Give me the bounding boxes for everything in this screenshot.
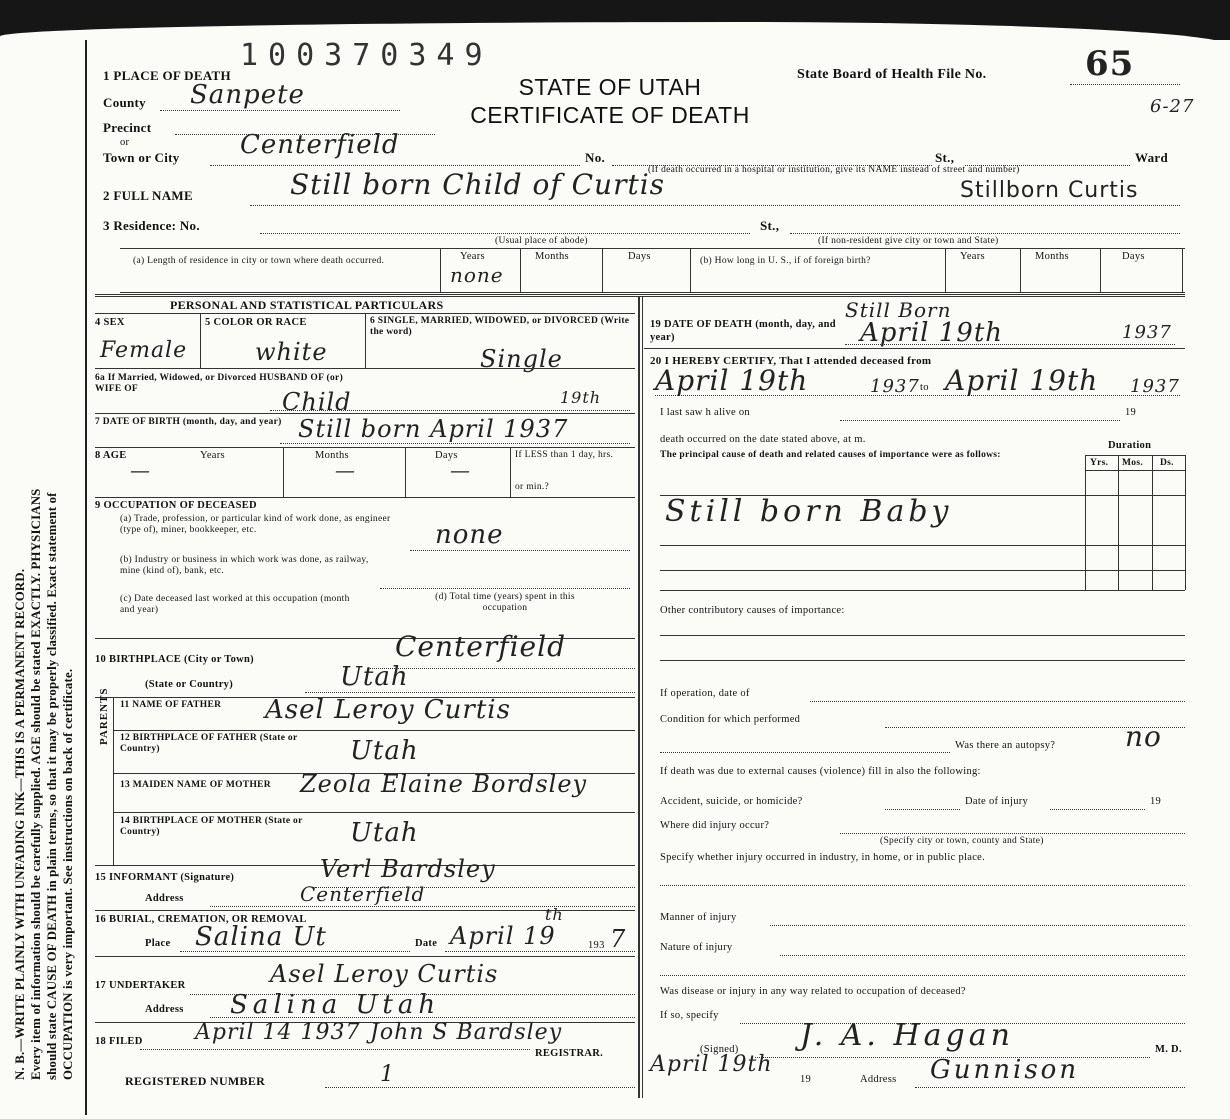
age-years-dash: —	[130, 458, 151, 482]
date-of-death-year: 1937	[1122, 322, 1172, 343]
informant-address-value: Centerfield	[300, 882, 426, 906]
side-line-3: should state CAUSE OF DEATH in plain terms, so that it may be properly classified. Exact statement of	[45, 492, 59, 1080]
burial-date-sup: th	[545, 905, 564, 924]
serial-number: 100370349	[240, 38, 493, 73]
ward-label: Ward	[1135, 150, 1168, 165]
informant-label: 15 INFORMANT (Signature)	[95, 872, 235, 883]
town-no-label: No.	[585, 150, 606, 165]
injury-where-label: Where did injury occur?	[660, 820, 770, 831]
state-label: (State or Country)	[145, 679, 234, 690]
signed-label: (Signed)	[700, 1044, 739, 1055]
dob-label: 7 DATE OF BIRTH (month, day, and year)	[95, 417, 282, 427]
filed-value: April 14 1937	[195, 1020, 361, 1045]
age-months-dash: —	[335, 458, 356, 482]
parents-side-label: PARENTS	[98, 687, 110, 745]
town-label: Town or City	[103, 150, 180, 165]
full-name-value: Still born Child of Curtis	[290, 168, 666, 201]
autopsy-label: Was there an autopsy?	[955, 740, 1056, 751]
cause-value: Still born Baby	[665, 494, 953, 529]
undertaker-value: Asel Leroy Curtis	[270, 960, 499, 988]
usual-abode-note: (Usual place of abode)	[495, 236, 588, 246]
father-value: Asel Leroy Curtis	[265, 695, 511, 725]
injury-year: 19	[1150, 796, 1162, 807]
spouse-extra: 19th	[560, 388, 602, 407]
spouse-label: 6a If Married, Widowed, or Divorced HUSBAND OF (or) WIFE OF	[95, 373, 344, 394]
certify-to-label: to	[920, 382, 929, 393]
file-note: 6-27	[1150, 96, 1195, 117]
duration-yrs: Yrs.	[1090, 458, 1109, 468]
residence-label: 3 Residence: No.	[103, 218, 200, 233]
specify-place-note: (Specify city or town, county and State)	[880, 836, 1044, 846]
nature-label: Nature of injury	[660, 942, 733, 953]
birthplace-label: 10 BIRTHPLACE (City or Town)	[95, 654, 254, 665]
certify-to-year: 1937	[1130, 376, 1180, 397]
file-number-value: 65	[1085, 44, 1135, 84]
burial-year-prefix: 193	[588, 940, 605, 951]
side-line-2: Every item of information should be carefully supplied. AGE should be stated EXACTLY. PHYSICIANS	[29, 488, 43, 1080]
sign-address-value: Gunnison	[930, 1055, 1080, 1085]
father-birthplace-label: 12 BIRTHPLACE OF FATHER (State or Country)	[120, 733, 298, 754]
color-label: 5 COLOR OR RACE	[205, 317, 307, 328]
nonresident-note: (If non-resident give city or town and State)	[818, 236, 999, 246]
date-of-death-label: 19 DATE OF DEATH (month, day, and year)	[650, 319, 836, 343]
full-name-label: 2 FULL NAME	[103, 188, 193, 203]
mother-birthplace-label: 14 BIRTHPLACE OF MOTHER (State or Country)	[120, 816, 303, 837]
occupation-d: (d) Total time (years) spent in this occupation	[435, 592, 575, 613]
dob-value: Still born April 1937	[298, 415, 569, 443]
residence-length-label: (a) Length of residence in city or town where death occurred.	[133, 256, 385, 266]
burial-year-suffix: 7	[610, 925, 627, 953]
occupation-a: (a) Trade, profession, or particular kind of work done, as engineer (type of), miner, bookkeeper, etc.	[120, 514, 391, 535]
burial-place-value: Salina Ut	[195, 922, 327, 952]
autopsy-value: no	[1125, 720, 1162, 753]
age-days-label: Days	[435, 450, 458, 461]
manner-label: Manner of injury	[660, 912, 737, 923]
precinct-label: Precinct	[103, 120, 152, 135]
occupation-c: (c) Date deceased last worked at this occupation (month and year)	[120, 594, 350, 615]
file-number-label: State Board of Health File No.	[797, 67, 987, 82]
other-causes-label: Other contributory causes of importance:	[660, 605, 845, 616]
death-occurred-label: death occurred on the date stated above, at m.	[660, 434, 866, 445]
registered-number-value: 1	[380, 1062, 395, 1087]
occupation-related-label: Was disease or injury in any way related to occupation of deceased?	[660, 986, 966, 997]
informant-address-label: Address	[145, 893, 184, 904]
operation-label: If operation, date of	[660, 688, 750, 699]
occupation-value: none	[435, 520, 504, 550]
specify-industry-label: Specify whether injury occurred in industry, in home, or in public place.	[660, 852, 986, 863]
mother-label: 13 MAIDEN NAME OF MOTHER	[120, 780, 271, 790]
res-years-value: none	[450, 263, 504, 287]
town-st-label: St.,	[935, 150, 955, 165]
signed-value: J. A. Hagan	[800, 1018, 1014, 1053]
age-less-label: If LESS than 1 day, hrs.	[515, 450, 614, 460]
sex-label: 4 SEX	[95, 317, 125, 328]
mother-value: Zeola Elaine Bordsley	[300, 770, 588, 798]
side-instructions-text	[12, 20, 76, 1080]
burial-date-label: Date	[415, 938, 438, 949]
color-value: white	[255, 338, 328, 366]
sign-date-value: April 19th	[650, 1052, 773, 1077]
age-months-label: Months	[315, 450, 349, 461]
certify-label: 20 I HEREBY CERTIFY, That I attended deceased from	[650, 355, 932, 367]
res-days-label: Days	[628, 251, 651, 262]
us-days-label: Days	[1122, 251, 1145, 262]
injury-date-label: Date of injury	[965, 796, 1029, 807]
us-months-label: Months	[1035, 251, 1069, 262]
sign-address-label: Address	[860, 1074, 897, 1085]
sex-value: Female	[100, 338, 188, 363]
father-label: 11 NAME OF FATHER	[120, 700, 222, 710]
certify-from-year: 1937	[870, 376, 920, 397]
undertaker-address-label: Address	[145, 1004, 184, 1015]
marital-value: Single	[480, 345, 563, 373]
undertaker-label: 17 UNDERTAKER	[95, 980, 186, 991]
registrar-value: John S Bardsley	[370, 1020, 563, 1045]
county-label: County	[103, 95, 146, 110]
mother-birthplace-value: Utah	[350, 818, 419, 848]
last-saw-year: 19	[1125, 407, 1137, 418]
md-label: M. D.	[1155, 1044, 1182, 1055]
accident-label: Accident, suicide, or homicide?	[660, 796, 803, 807]
condition-label: Condition for which performed	[660, 714, 801, 725]
side-line-4: OCCUPATION is very important. See instructions on back of certificate.	[61, 668, 75, 1080]
hospital-note: (If death occurred in a hospital or institution, give its NAME instead of street and number)	[648, 165, 1020, 175]
birthplace-value: Centerfield	[395, 630, 567, 663]
certificate-title: CERTIFICATE OF DEATH	[470, 102, 750, 128]
duration-label: Duration	[1108, 440, 1152, 451]
age-or-label: or min.?	[515, 482, 550, 492]
full-name-typed: Stillborn Curtis	[960, 178, 1139, 203]
county-value: Sanpete	[190, 80, 305, 110]
us-years-label: Years	[960, 251, 985, 262]
spouse-value: Child	[282, 388, 352, 416]
burial-place-label: Place	[145, 938, 171, 949]
burial-date-value: April 19	[450, 922, 556, 950]
state-title: STATE OF UTAH	[518, 74, 702, 100]
occupation-b: (b) Industry or business in which work was done, as railway, mine (kind of), bank, etc.	[120, 555, 369, 576]
duration-mos: Mos.	[1122, 458, 1143, 468]
or-label: or	[120, 137, 130, 148]
registrar-label: REGISTRAR.	[535, 1048, 604, 1059]
undertaker-address-value: Salina Utah	[230, 990, 441, 1020]
place-of-death-label: 1 PLACE OF DEATH	[103, 68, 231, 83]
if-so-label: If so, specify	[660, 1010, 719, 1021]
cause-intro: The principal cause of death and related causes of importance were as follows:	[660, 450, 1001, 460]
age-label: 8 AGE	[95, 450, 127, 461]
date-of-death-over: Still Born	[845, 298, 952, 322]
age-days-dash: —	[450, 458, 471, 482]
us-residence-label: (b) How long in U. S., if of foreign birth?	[700, 256, 871, 266]
state-value: Utah	[340, 662, 409, 692]
personal-section-title: PERSONAL AND STATISTICAL PARTICULARS	[170, 298, 444, 312]
filed-label: 18 FILED	[95, 1036, 143, 1047]
burial-label: 16 BURIAL, CREMATION, OR REMOVAL	[95, 914, 307, 925]
registered-number-label: REGISTERED NUMBER	[125, 1074, 266, 1088]
date-of-death-value: April 19th	[860, 318, 1004, 348]
informant-value: Verl Bardsley	[320, 855, 496, 883]
residence-st-label: St.,	[760, 218, 780, 233]
scan-dark-edge	[0, 0, 1230, 40]
age-years-label: Years	[200, 450, 225, 461]
res-months-label: Months	[535, 251, 569, 262]
marital-label: 6 SINGLE, MARRIED, WIDOWED, or DIVORCED (Write the word)	[370, 316, 630, 337]
certify-to-value: April 19th	[945, 364, 1099, 397]
father-birthplace-value: Utah	[350, 736, 419, 766]
last-saw-label: I last saw h alive on	[660, 407, 750, 418]
certify-from-value: April 19th	[655, 364, 809, 397]
side-line-1: N. B.—WRITE PLAINLY WITH UNFADING INK—THIS IS A PERMANENT RECORD.	[13, 568, 27, 1080]
res-years-label: Years	[460, 251, 485, 262]
town-value: Centerfield	[240, 130, 400, 160]
external-causes-label: If death was due to external causes (violence) fill in also the following:	[660, 766, 981, 777]
occupation-label: 9 OCCUPATION OF DECEASED	[95, 500, 257, 511]
sign-year: 19	[800, 1074, 812, 1085]
duration-ds: Ds.	[1160, 458, 1174, 468]
